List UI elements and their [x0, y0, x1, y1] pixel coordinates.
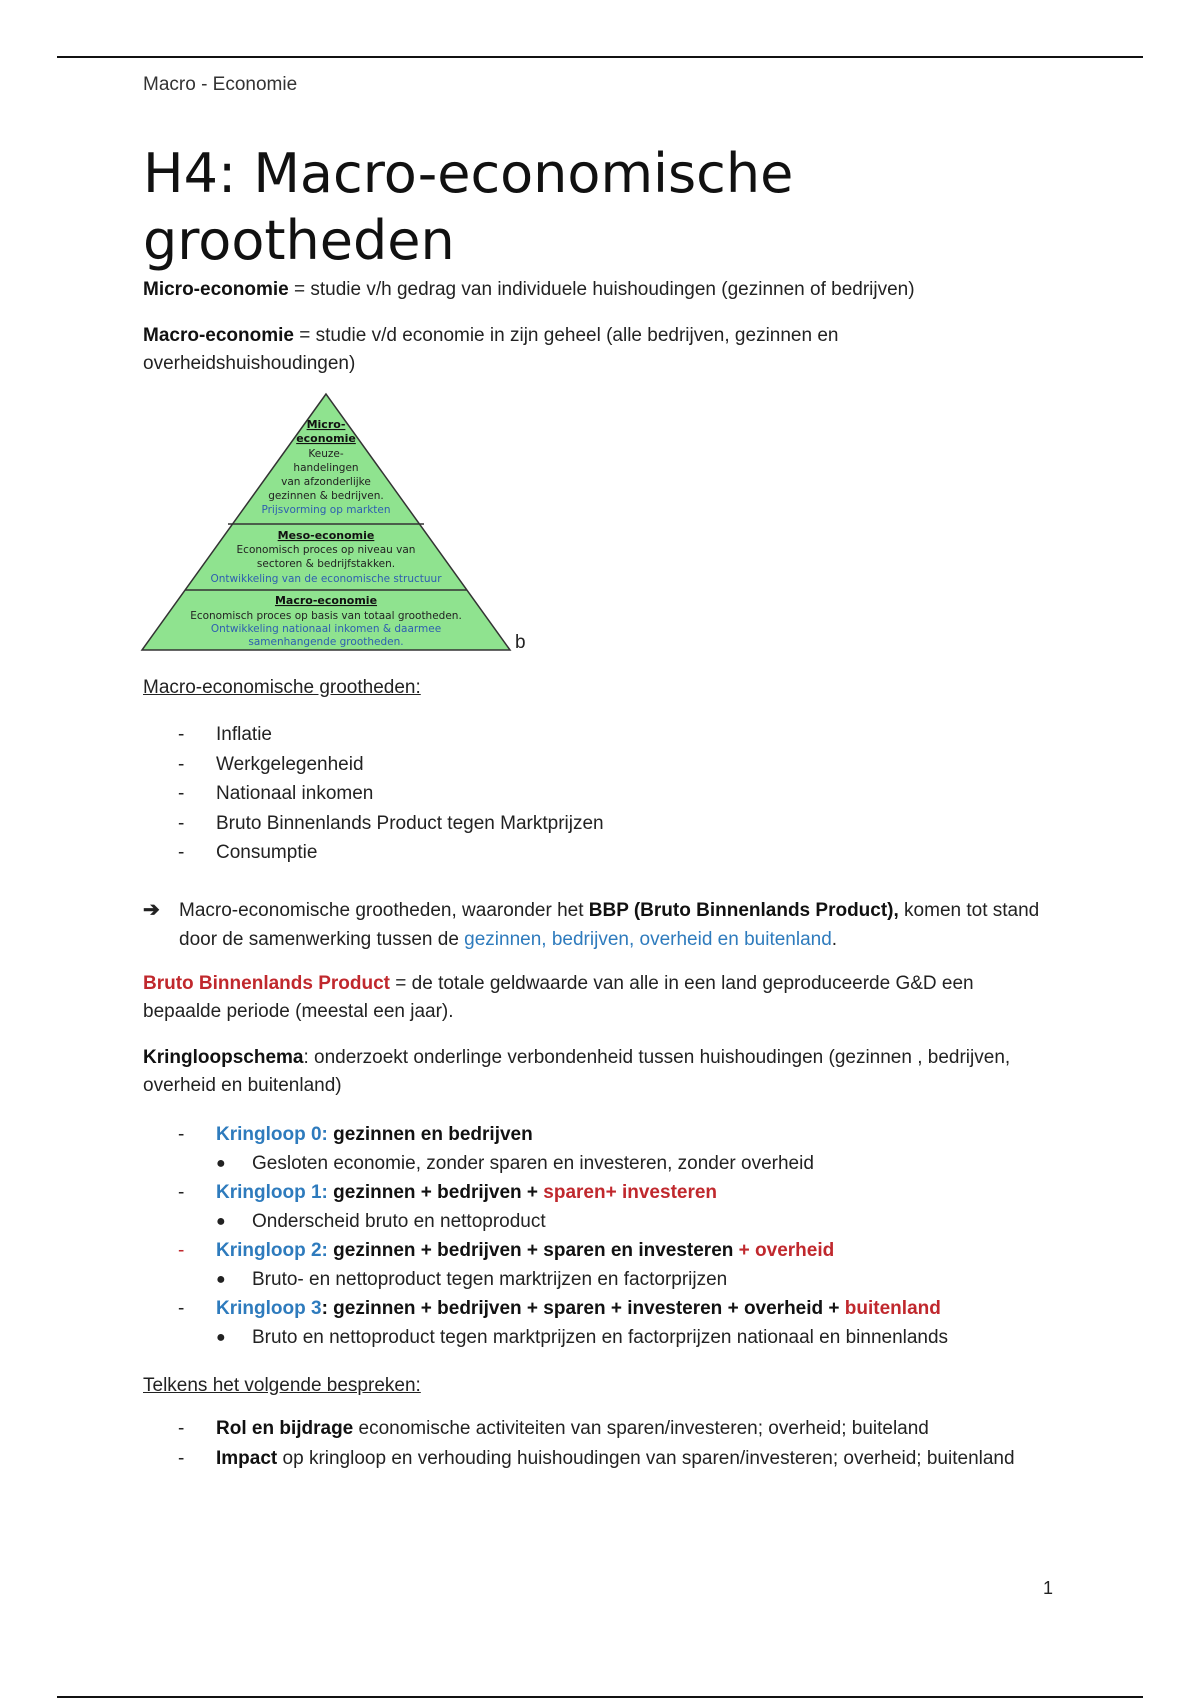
kringloop-list	[178, 1120, 948, 1352]
kringloop-subitem	[178, 1149, 948, 1178]
kringloop-term: Kringloopschema	[143, 1047, 304, 1068]
micro-term: Micro-economie	[143, 279, 289, 300]
kringloop-definition	[143, 1044, 1043, 1100]
list-item	[178, 809, 604, 839]
kringloop-def: : onderzoekt onderlinge verbondenheid tussen huishoudingen (gezinnen , bedrijven, overheid en buitenland)	[143, 1047, 1011, 1096]
kringloop-item	[178, 1178, 948, 1207]
grootheden-heading: Macro-economische grootheden:	[143, 677, 421, 698]
bbp-def: = de totale geldwaarde van alle in een land geproduceerde G&D een bepaalde periode (meestal een jaar).	[143, 973, 974, 1022]
dash-marker: -	[178, 1240, 185, 1261]
pyramid-top-blue: Prijsvorming op markten	[261, 504, 391, 516]
pyramid-top-title-2: economie	[296, 432, 356, 445]
page-title: H4: Macro-economische grootheden	[143, 142, 794, 272]
kringloop-sub-text: Gesloten economie, zonder sparen en investeren, zonder overheid	[252, 1153, 814, 1174]
kringloop-sub-text: Bruto- en nettoproduct tegen marktrijzen en factorprijzen	[252, 1269, 728, 1290]
dash-marker: -	[178, 1124, 185, 1145]
kringloop-subitem	[178, 1323, 948, 1352]
pyramid-bottom-blue: Ontwikkeling nationaal inkomen & daarmee	[210, 623, 442, 635]
kringloop-label: Kringloop 1:	[216, 1182, 328, 1203]
macro-definition	[143, 322, 903, 378]
bullet-marker: ●	[216, 1329, 226, 1346]
list-item	[178, 838, 604, 868]
pyramid-mid-blue: Ontwikkeling van de economische structuur	[210, 573, 442, 585]
dash-marker: -	[178, 753, 185, 775]
arrow-paragraph-text	[143, 896, 1043, 954]
bespreken-bold: Impact	[216, 1447, 278, 1469]
pyramid-side-letter: b	[515, 632, 526, 653]
bullet-marker: ●	[216, 1271, 226, 1288]
kringloop-actors: gezinnen en bedrijven	[327, 1124, 533, 1145]
list-item	[178, 750, 604, 780]
dash-marker: -	[178, 724, 185, 745]
dash-marker: -	[178, 1447, 185, 1469]
arrow-icon: ➔	[143, 899, 160, 921]
economics-pyramid	[140, 392, 512, 654]
kringloop-label: Kringloop 0:	[216, 1124, 328, 1145]
list-item-text: Nationaal inkomen	[216, 783, 374, 804]
bbp-bold: BBP (Bruto Binnenlands Product),	[588, 900, 899, 921]
kringloop-item	[178, 1236, 948, 1265]
list-item	[178, 779, 604, 809]
macro-term: Macro-economie	[143, 325, 294, 346]
running-header: Macro - Economie	[143, 74, 298, 95]
list-item-text: Inflatie	[216, 724, 272, 745]
micro-definition	[143, 276, 1043, 304]
pyramid-mid-line: sectoren & bedrijfstakken.	[256, 558, 396, 570]
pyramid-top-line: van afzonderlijke	[281, 476, 371, 488]
pyramid-top-title-1: Micro-	[306, 418, 346, 431]
kringloop-addition: sparen+ investeren	[543, 1182, 718, 1203]
kringloop-label: Kringloop 3	[216, 1298, 322, 1319]
bullet-marker: ●	[216, 1155, 226, 1172]
list-item-text: Consumptie	[216, 842, 318, 863]
bullet-marker: ●	[216, 1213, 226, 1230]
dash-marker: -	[178, 1182, 185, 1203]
grootheden-list	[178, 720, 604, 868]
kringloop-item	[178, 1294, 948, 1323]
page-number: 1	[1043, 1578, 1054, 1598]
bbp-term: Bruto Binnenlands Product	[143, 973, 390, 994]
list-item-text: Werkgelegenheid	[216, 753, 364, 775]
bespreken-heading: Telkens het volgende bespreken:	[143, 1375, 421, 1396]
list-item-text: Bruto Binnenlands Product tegen Marktprijzen	[216, 812, 604, 834]
list-item	[178, 1414, 1038, 1444]
pyramid-bottom-line: Economisch proces op basis van totaal grootheden.	[190, 610, 462, 622]
bespreken-text: economische activiteiten van sparen/investeren; overheid; buiteland	[353, 1418, 929, 1439]
kringloop-subitem	[178, 1207, 948, 1236]
dash-marker: -	[178, 783, 185, 804]
pyramid-bottom-blue: samenhangende grootheden.	[248, 636, 404, 648]
text-run: .	[831, 929, 838, 950]
text-run: Macro-economische grootheden, waaronder het	[179, 900, 589, 921]
kringloop-subitem	[178, 1265, 948, 1294]
dash-marker: -	[178, 1418, 185, 1439]
kringloop-addition: buitenland	[844, 1298, 941, 1319]
bottom-rule	[57, 1696, 1143, 1698]
micro-def: = studie v/h gedrag van individuele huishoudingen (gezinnen of bedrijven)	[288, 279, 915, 300]
text-run: komen tot stand door de samenwerking tussen de	[179, 900, 1040, 950]
kringloop-actors: gezinnen + bedrijven + sparen en investeren	[327, 1240, 739, 1261]
dash-marker: -	[178, 812, 185, 834]
kringloop-label: Kringloop 2:	[216, 1240, 328, 1261]
pyramid-top-line: gezinnen & bedrijven.	[268, 490, 384, 502]
kringloop-item	[178, 1120, 948, 1149]
kringloop-sub-text: Onderscheid bruto en nettoproduct	[252, 1211, 546, 1232]
arrow-paragraph	[143, 896, 1043, 954]
pyramid-mid-line: Economisch proces op niveau van	[236, 544, 416, 556]
kringloop-addition: + overheid	[738, 1240, 835, 1261]
list-item	[178, 720, 604, 750]
pyramid-mid-title: Meso-economie	[277, 529, 375, 542]
bespreken-list	[178, 1414, 1038, 1473]
pyramid-bottom-title: Macro-economie	[274, 594, 378, 607]
bespreken-text: op kringloop en verhouding huishoudingen van sparen/investeren; overheid; buitenland	[277, 1447, 1015, 1469]
pyramid-top-line: handelingen	[293, 462, 359, 474]
actors-highlight: gezinnen, bedrijven, overheid en buitenland	[464, 929, 832, 950]
pyramid-top-line: Keuze-	[308, 448, 344, 460]
kringloop-actors: : gezinnen + bedrijven + sparen + investeren + overheid +	[321, 1298, 845, 1319]
dash-marker: -	[178, 1298, 185, 1319]
list-item	[178, 1444, 1038, 1474]
bespreken-bold: Rol en bijdrage	[216, 1418, 354, 1439]
kringloop-sub-text: Bruto en nettoproduct tegen marktprijzen en factorprijzen nationaal en binnenlands	[252, 1327, 949, 1348]
dash-marker: -	[178, 842, 185, 863]
top-rule	[57, 56, 1143, 58]
macro-def: = studie v/d economie in zijn geheel (alle bedrijven, gezinnen en overheidshuishoudingen)	[143, 325, 839, 374]
bbp-definition	[143, 970, 1043, 1026]
kringloop-actors: gezinnen + bedrijven +	[327, 1182, 544, 1203]
